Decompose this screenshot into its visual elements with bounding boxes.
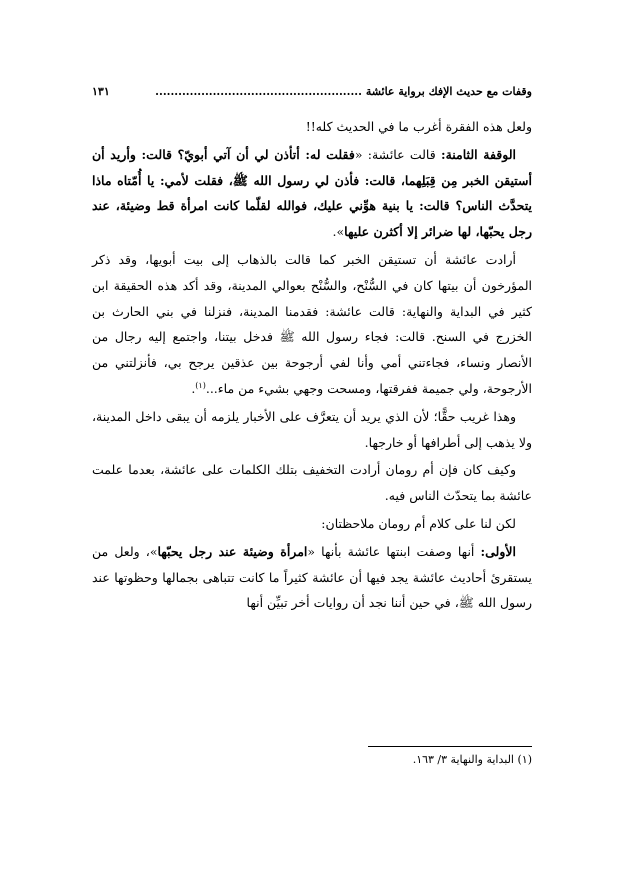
header-title: وقفات مع حديث الإفك برواية عائشة ...................................................... (155, 84, 532, 98)
stop-label: الوقفة الثامنة: (440, 146, 516, 162)
note-label: الأولى: (480, 543, 516, 559)
paragraph-eighth-stop: الوقفة الثامنة: قالت عائشة: «فقلت له: أتأذن لي أن آتي أبويّ؟ قالت: وأريد أن أستيقن الخبر مِن قِبَلِهما، قالت: فأذن لي رسول الله ﷺ، فقلت لأمي: يا أُمّتاه ماذا يتحدَّث الناس؟ قالت: يا بنية هوِّني عليك، فوالله لقلّما كانت امرأة قط وضيئة، عند رجل يحبّها، لها ضرائر إلا أكثرن عليها». (92, 146, 532, 240)
page-number: ١٣١ (92, 84, 110, 98)
hadith-quote: فقلت له: أتأذن لي أن آتي أبويّ؟ قالت: وأريد أن أستيقن الخبر مِن قِبَلِهما، قالت: فأذن لي رسول الله ﷺ، فقلت لأمي: يا أُمّتاه ماذا يتحدَّث الناس؟ قالت: يا بنية هوِّني عليك، فوالله لقلّما كانت امرأة قط وضيئة، عند رجل يحبّها، لها ضرائر إلا أكثرن عليها (92, 146, 532, 240)
running-header (92, 79, 532, 103)
body-text (92, 114, 532, 618)
paragraph-history: أرادت عائشة أن تستيقن الخبر كما قالت بالذهاب إلى بيت أبويها، وقد ذكر المؤرخون أن بيتها كان في السُّنْح، والسُّنْح بعوالي المدينة، وقد أكد هذه الحقيقة ابن كثير في البداية والنهاية: قالت عائشة: فقدمنا المدينة، فنزلنا في بني الحارث بن الخزرج في السنح. قالت: فجاء رسول الله ﷺ فدخل بيتنا، واجتمع إليه رجال من الأنصار ونساء، فجاءتني أمي وأنا لفي أرجوحة بين عذقين يرجح بي، فأنزلتني من الأرجوحة، ولي جميمة ففرقتها، ومسحت وجهي بشيء من ماء...$^{(١)}$. (92, 251, 532, 396)
footnote-ref: (١) (195, 380, 206, 390)
paragraph-how: وكيف كان فإن أم رومان أرادت التخفيف بتلك الكلمات على عائشة، بعدما علمت عائشة بما يتحدّث الناس فيه. (92, 462, 532, 504)
note-quote: امرأة وضيئة عند رجل يحبّها (157, 543, 308, 559)
paragraph-first-note: الأولى: أنها وصفت ابنتها عائشة بأنها «امرأة وضيئة عند رجل يحبّها»، ولعل من يستقرئ أحاديث عائشة يجد فيها أن عائشة كثيراً ما كانت تتباهى بجمالها وحظوتها عند رسول الله ﷺ، في حين أننا نجد أن روايات أخر تبيِّن أنها (92, 543, 532, 611)
paragraph-notes: لكن لنا على كلام أم رومان ملاحظتان: (321, 515, 516, 531)
paragraph-strange: وهذا غريب حقًّا؛ لأن الذي يريد أن يتعرَّف على الأخبار يلزمه أن يبقى داخل المدينة، ولا يذهب إلى أطرافها أو خارجها. (92, 408, 532, 450)
footnote: (١) البداية والنهاية ٣/ ١٦٣. (412, 753, 532, 766)
footnote-separator (368, 746, 532, 747)
intro-paragraph: ولعل هذه الفقرة أغرب ما في الحديث كله!! (305, 119, 532, 134)
